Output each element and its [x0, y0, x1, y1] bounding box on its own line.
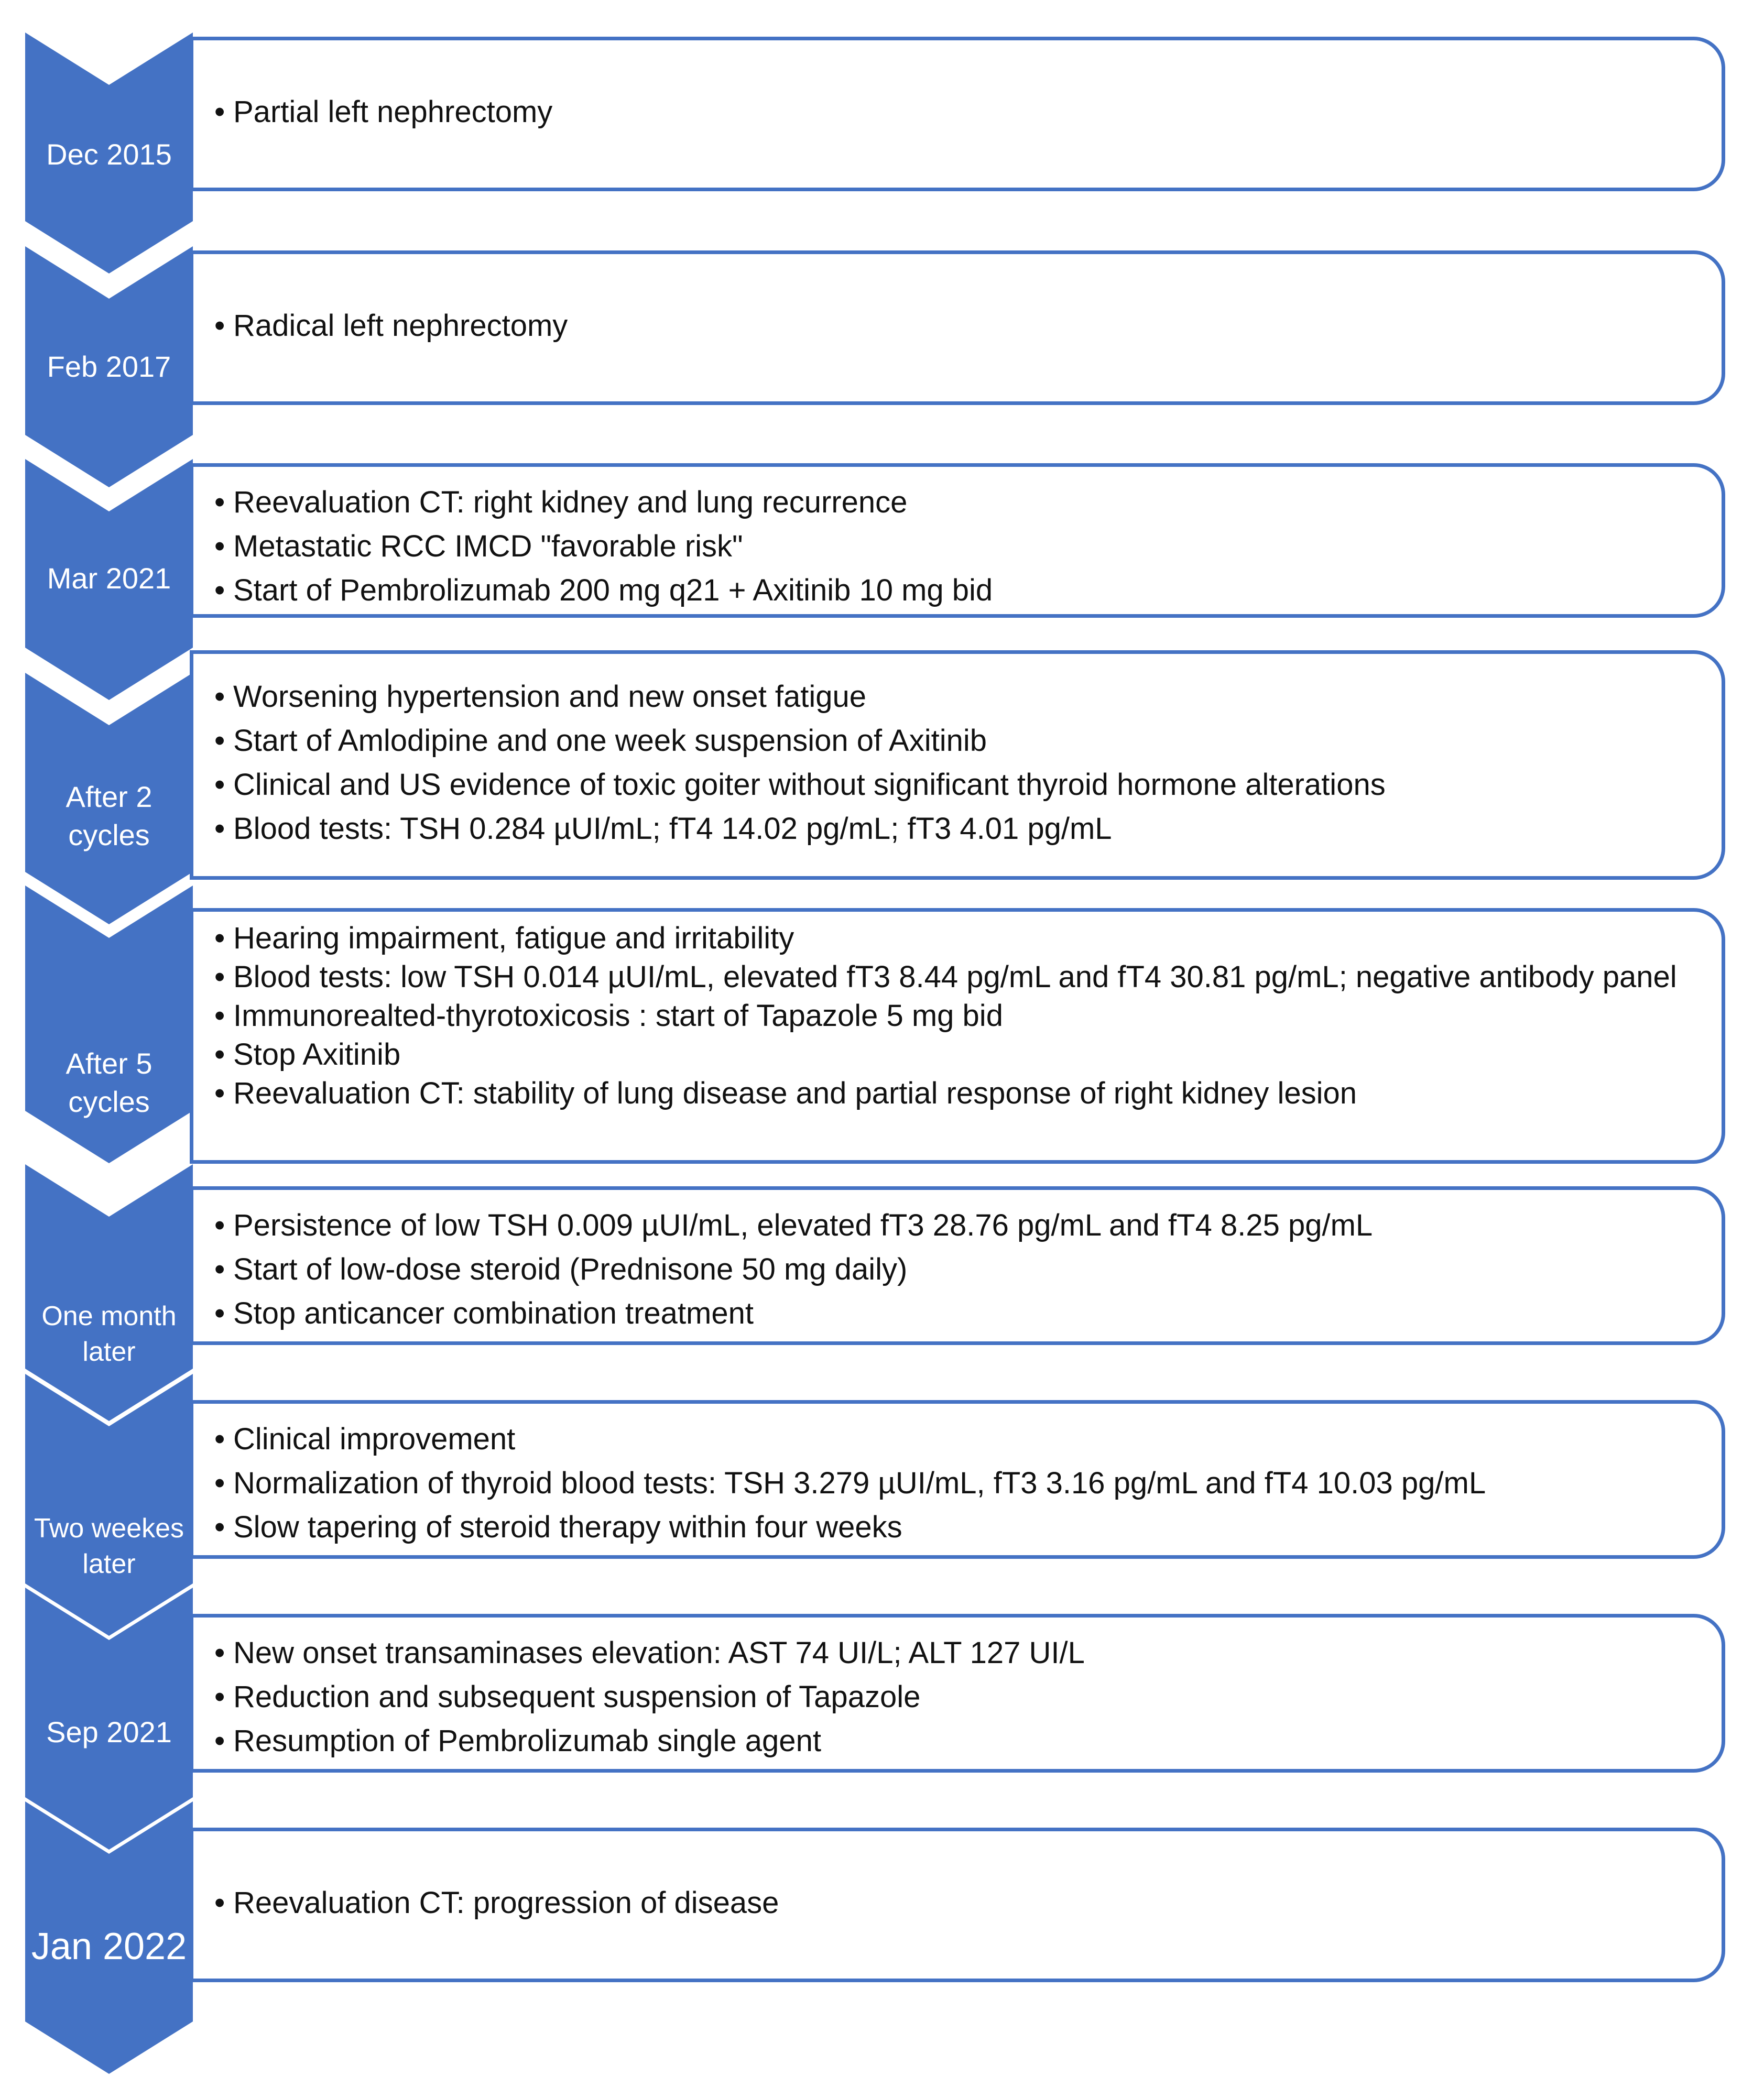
timeline-event-box: [190, 908, 1725, 1164]
timeline-date-label: After 5 cycles: [66, 1047, 153, 1118]
event-item: • Blood tests: TSH 0.284 µUI/mL; fT4 14.02 pg/mL; fT3 4.01 pg/mL: [214, 807, 1701, 851]
event-item: • New onset transaminases elevation: AST 74 UI/L; ALT 127 UI/L: [214, 1631, 1701, 1675]
timeline-date-label: After 2 cycles: [66, 780, 153, 851]
timeline-event-box: [190, 463, 1725, 618]
event-item: • Stop Axitinib: [214, 1035, 1701, 1074]
timeline-date-label: Jan 2022: [31, 1926, 187, 1968]
event-item: • Start of low-dose steroid (Prednisone 50 mg daily): [214, 1248, 1701, 1292]
event-item: • Start of Pembrolizumab 200 mg q21 + Axitinib 10 mg bid: [214, 569, 1701, 613]
event-item: • Slow tapering of steroid therapy within four weeks: [214, 1505, 1701, 1549]
event-list: [214, 1631, 1701, 1763]
event-item: • Clinical and US evidence of toxic goiter without significant thyroid hormone alterations: [214, 763, 1701, 807]
timeline-date-label: Sep 2021: [46, 1715, 172, 1749]
event-list: [214, 675, 1701, 851]
event-list: [214, 304, 1701, 348]
timeline-event-box: [190, 1186, 1725, 1345]
timeline-date-label: Feb 2017: [47, 349, 171, 383]
event-item: • Clinical improvement: [214, 1417, 1701, 1461]
timeline-event-box: [190, 1400, 1725, 1559]
event-item: • Reduction and subsequent suspension of Tapazole: [214, 1675, 1701, 1719]
event-list: [214, 1204, 1701, 1336]
event-item: • Reevaluation CT: right kidney and lung recurrence: [214, 480, 1701, 524]
timeline-date-label: Two weekes later: [34, 1513, 184, 1579]
event-item: • Worsening hypertension and new onset fatigue: [214, 675, 1701, 719]
event-item: • Hearing impairment, fatigue and irritability: [214, 919, 1701, 958]
timeline-event-box: [190, 1614, 1725, 1773]
timeline-date-label: Mar 2021: [47, 561, 171, 595]
event-list: [214, 90, 1701, 134]
event-item: • Reevaluation CT: progression of disease: [214, 1881, 1701, 1925]
event-list: [214, 919, 1701, 1113]
event-item: • Blood tests: low TSH 0.014 µUI/mL, elevated fT3 8.44 pg/mL and fT4 30.81 pg/mL; negative antibody panel: [214, 958, 1701, 997]
event-item: • Resumption of Pembrolizumab single agent: [214, 1719, 1701, 1763]
event-list: [214, 1417, 1701, 1549]
event-item: • Metastatic RCC IMCD "favorable risk": [214, 524, 1701, 569]
event-item: • Partial left nephrectomy: [214, 90, 1701, 134]
event-item: • Normalization of thyroid blood tests: TSH 3.279 µUI/mL, fT3 3.16 pg/mL and fT4 10.03 pg/mL: [214, 1461, 1701, 1505]
timeline-event-box: [190, 1828, 1725, 1982]
event-item: • Reevaluation CT: stability of lung disease and partial response of right kidney lesion: [214, 1074, 1701, 1113]
event-item: • Immunorealted-thyrotoxicosis : start of Tapazole 5 mg bid: [214, 997, 1701, 1035]
timeline-date-label: One month later: [41, 1301, 177, 1367]
timeline-event-box: [190, 650, 1725, 880]
timeline-event-box: [190, 37, 1725, 191]
event-item: • Persistence of low TSH 0.009 µUI/mL, elevated fT3 28.76 pg/mL and fT4 8.25 pg/mL: [214, 1204, 1701, 1248]
event-list: [214, 480, 1701, 613]
timeline-date-label: Dec 2015: [46, 137, 172, 171]
event-list: [214, 1881, 1701, 1925]
event-item: • Start of Amlodipine and one week suspension of Axitinib: [214, 719, 1701, 763]
timeline-event-box: [190, 250, 1725, 405]
event-item: • Radical left nephrectomy: [214, 304, 1701, 348]
event-item: • Stop anticancer combination treatment: [214, 1292, 1701, 1336]
